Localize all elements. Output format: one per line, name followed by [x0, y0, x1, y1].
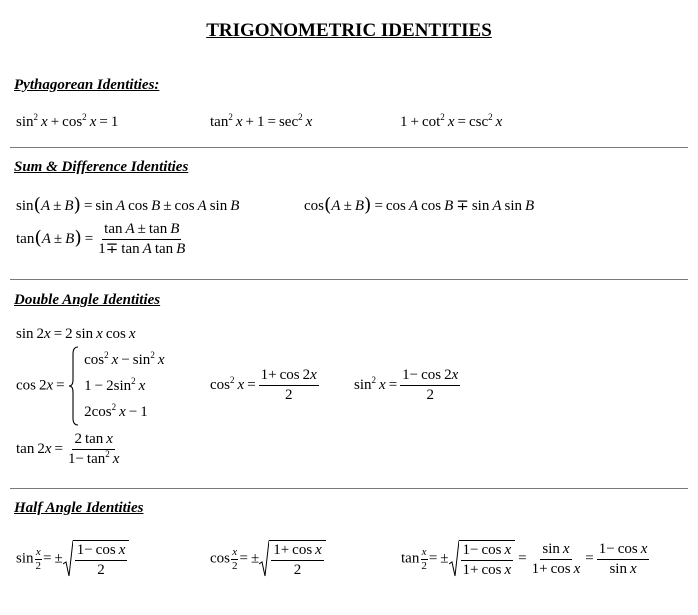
equation-pythagorean-2: $\tan^2 x + 1 = \sec^2 x$	[210, 112, 313, 130]
square-root-icon	[449, 540, 459, 578]
equation-sum-sin: sin(A ± B) = sin A cos B ± cos A sin B	[16, 194, 240, 216]
section-header-sum-difference: Sum & Difference Identities	[14, 159, 189, 175]
section-divider	[10, 279, 688, 280]
equation-double-cos: cos 2x = $\cos^2 x - \sin^2 x$ $1 - 2\sin^2$ x $2\cos^2$ x − 1	[16, 346, 165, 426]
equation-double-tan: tan 2x = $\frac{\text{2 tan x}}{1- \tan^2 x}$	[16, 431, 120, 467]
section-header-half-angle: Half Angle Identities	[14, 500, 144, 516]
section-divider	[10, 147, 688, 148]
equation-sum-tan: tan(A ± B) = $\frac{\text{tan A ± tan B}}{\text{1∓ tan A tan B}}$	[16, 221, 186, 257]
equation-half-sin: sin $\frac{x}{2}$ = ± $\frac{\text{1− cos x}}{2}$	[16, 540, 129, 578]
section-divider	[10, 488, 688, 489]
equation-pythagorean-3: $1 + \cot^2 x = \csc^2 x$	[400, 112, 503, 130]
equation-power-reduction-sin: $\sin^2 x$ = $\frac{1- \cos 2x}{2}$	[354, 367, 459, 403]
square-root-icon	[63, 540, 73, 578]
equation-pythagorean-1: $\sin^2 x + \cos^2 x = 1$	[16, 112, 119, 130]
equation-double-sin: sin 2x = 2 sin x cos x	[16, 326, 136, 342]
section-header-pythagorean: Pythagorean Identities:	[14, 77, 160, 93]
equation-sum-cos: cos(A ± B) = cos A cos B ∓ sin A sin B	[304, 194, 535, 216]
equation-half-cos: cos $\frac{x}{2}$ = ± $\frac{\text{1+ cos x}}{2}$	[210, 540, 326, 578]
page-title: TRIGONOMETRIC IDENTITIES	[206, 20, 492, 41]
left-brace-icon	[68, 346, 80, 426]
square-root-icon	[259, 540, 269, 578]
section-header-double-angle: Double Angle Identities	[14, 292, 161, 308]
equation-half-tan: tan $\frac{x}{2}$ = ± $\frac{\text{1− cos x}}{\text{1+ cos x}}$ = $\frac{\text{sin x}}{\text{1+ cos x}}$ = $\frac{\text{1− cos x}}{\text{sin x}}$	[401, 540, 648, 578]
equation-power-reduction-cos: $\cos^2 x$ = $\frac{1+ \cos 2x}{2}$	[210, 367, 317, 403]
